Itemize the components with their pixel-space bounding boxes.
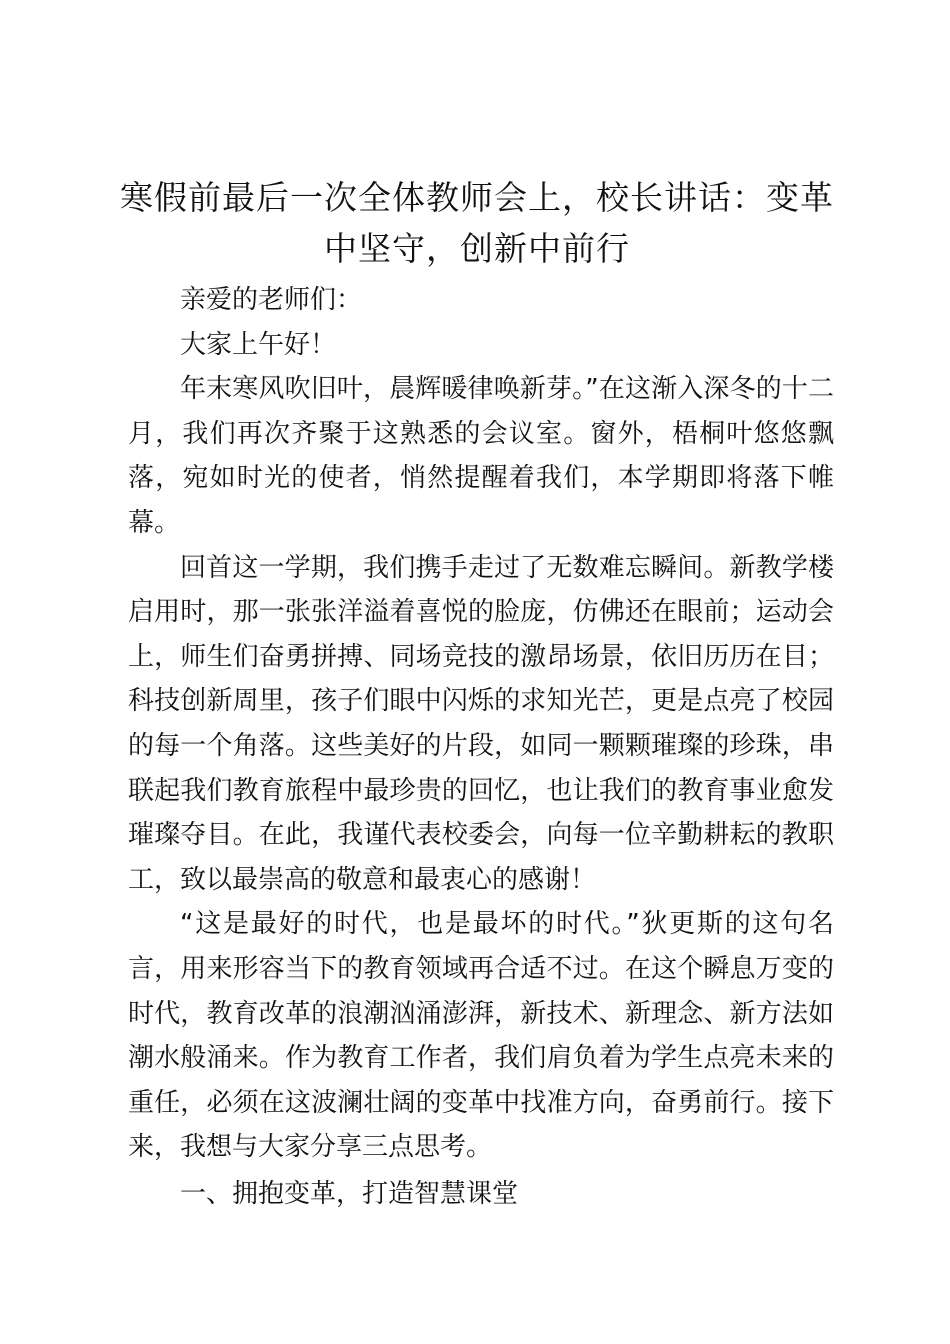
section-heading: 一、拥抱变革，打造智慧课堂 <box>180 1178 519 1209</box>
greeting: 大家上午好！ <box>180 329 337 360</box>
paragraph-times: “这是最好的时代，也是最坏的时代。”狄更斯的这句名言，用来形容当下的教育领域再合适不过。在这个瞬息万变的时代，教育改革的浪潮汹涌澎湃，新技术、新理念、新方法如潮水般涌来。作为教育工作者，我们肩负着为学生点亮未来的重任，必须在这波澜壮阔的变革中找准方向，奋勇前行。接下来，我想与大家分享三点思考。 <box>128 909 834 1163</box>
document-title: 寒假前最后一次全体教师会上，校长讲话：变革中坚守，创新中前行 <box>120 178 834 268</box>
document-body <box>128 278 834 1216</box>
paragraph-opening: 年末寒风吹旧叶，晨辉暖律唤新芽。”在这渐入深冬的十二月，我们再次齐聚于这熟悉的会议室。窗外，梧桐叶悠悠飘落，宛如时光的使者，悄然提醒着我们，本学期即将落下帷幕。 <box>128 374 834 538</box>
paragraph-review: 回首这一学期，我们携手走过了无数难忘瞬间。新教学楼启用时，那一张张洋溢着喜悦的脸庞，仿佛还在眼前；运动会上，师生们奋勇拼搏、同场竞技的激昂场景，依旧历历在目；科技创新周里，孩子们眼中闪烁的求知光芒，更是点亮了校园的每一个角落。这些美好的片段，如同一颗颗璀璨的珍珠，串联起我们教育旅程中最珍贵的回忆，也让我们的教育事业愈发璀璨夺目。在此，我谨代表校委会，向每一位辛勤耕耘的教职工，致以最崇高的敬意和最衷心的感谢！ <box>128 552 834 895</box>
salutation: 亲爱的老师们： <box>180 285 363 315</box>
